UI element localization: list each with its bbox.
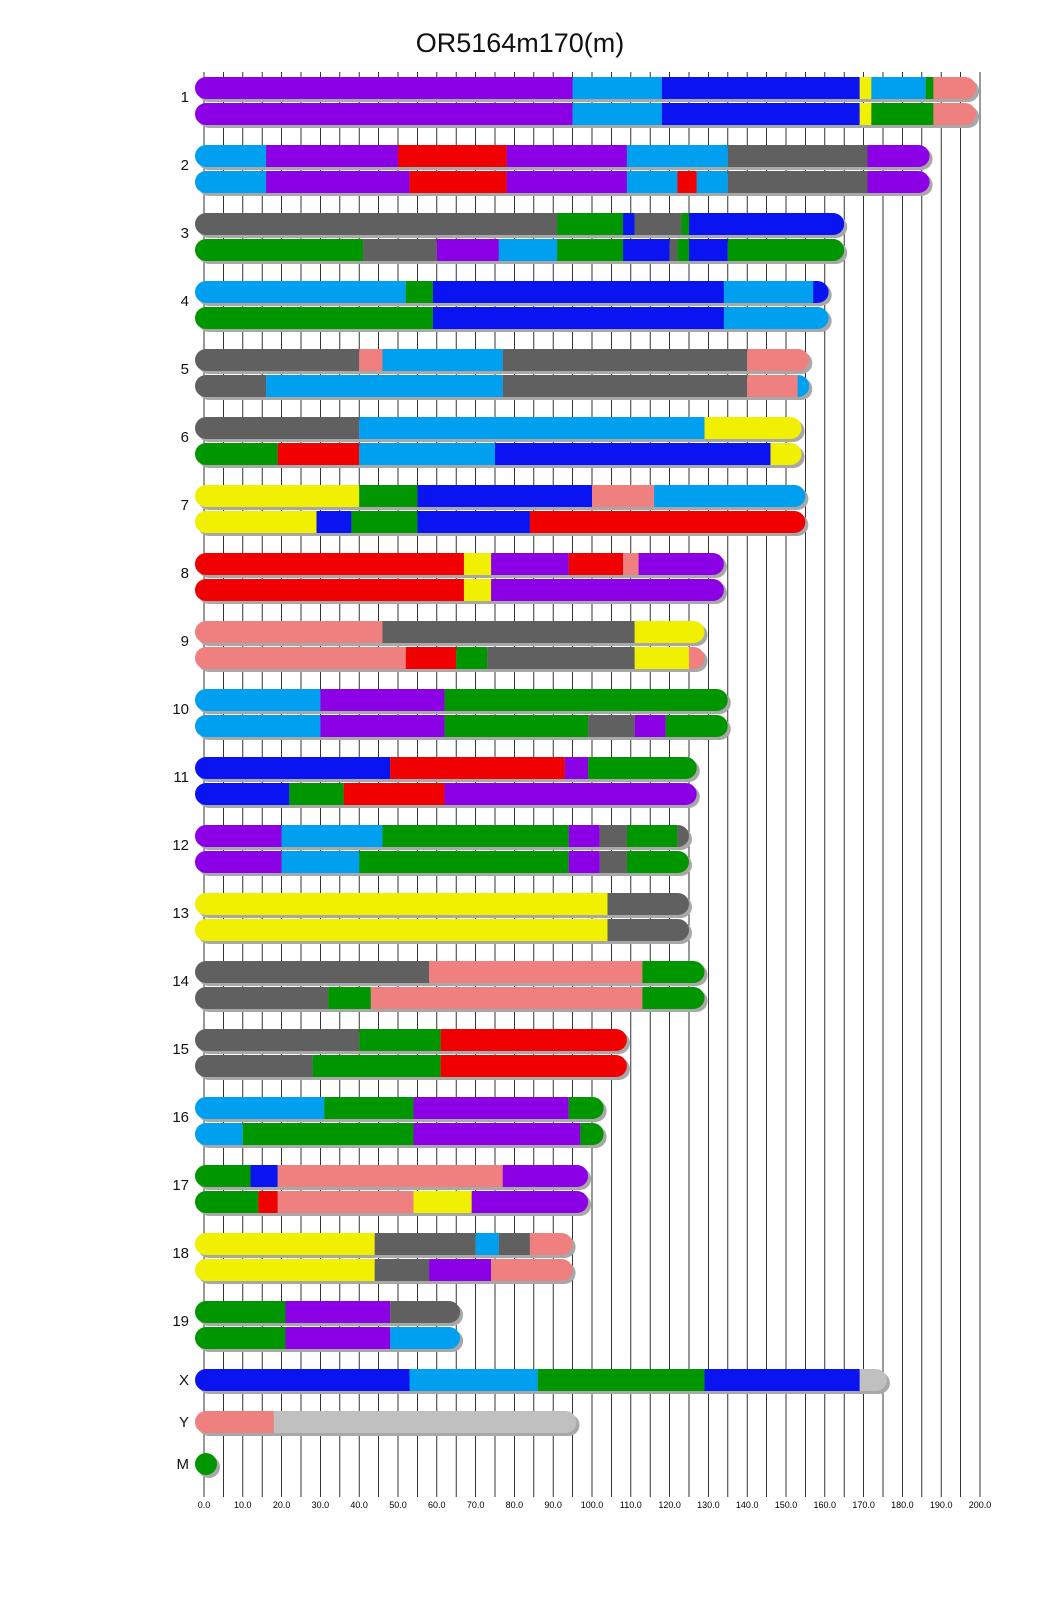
- chromosome-10-haplotype-1: [195, 689, 731, 714]
- x-tick-label: 160.0: [813, 1500, 837, 1510]
- x-tick-label: 180.0: [891, 1500, 914, 1510]
- segment-lightblue: [195, 281, 406, 303]
- segment-pink: [195, 621, 382, 643]
- segment-pink: [278, 1191, 414, 1213]
- segment-gray: [608, 893, 689, 915]
- segment-gray: [382, 621, 634, 643]
- chromosome-label-16: 16: [172, 1109, 189, 1126]
- segment-gray: [195, 349, 359, 371]
- segment-green: [557, 213, 623, 235]
- segment-lightblue: [410, 1369, 538, 1391]
- segment-green: [195, 1165, 251, 1187]
- chromosome-19-haplotype-2: [195, 1327, 463, 1352]
- segment-green: [406, 281, 433, 303]
- segment-yellow: [705, 417, 802, 439]
- chromosome-Y-haplotype-1: [195, 1411, 579, 1436]
- segment-purple: [503, 1165, 588, 1187]
- segment-green: [642, 987, 704, 1009]
- segment-purple: [195, 825, 282, 847]
- segment-purple: [569, 825, 600, 847]
- segment-gray: [195, 417, 359, 439]
- segment-lightblue: [382, 349, 502, 371]
- segment-gray: [195, 1029, 359, 1051]
- x-tick-label: 20.0: [272, 1500, 291, 1510]
- segment-yellow: [635, 621, 705, 643]
- segment-gray: [375, 1259, 429, 1281]
- segment-gray: [728, 145, 868, 167]
- segment-purple: [507, 145, 627, 167]
- segment-lightblue: [573, 77, 662, 99]
- segment-gray: [670, 239, 678, 261]
- chromosome-label-12: 12: [172, 837, 189, 854]
- x-tick-label: 30.0: [311, 1500, 330, 1510]
- segment-lightblue: [359, 443, 495, 465]
- x-tick-label: 130.0: [697, 1500, 720, 1510]
- chromosome-label-7: 7: [180, 497, 189, 514]
- segment-green: [359, 851, 569, 873]
- segment-purple: [429, 1259, 491, 1281]
- segment-gray: [195, 375, 266, 397]
- segment-green: [195, 1301, 285, 1323]
- segment-red: [398, 145, 507, 167]
- segment-gray: [195, 961, 429, 983]
- segment-lightblue: [697, 171, 728, 193]
- chromosome-4-haplotype-1: [195, 281, 832, 306]
- segment-lightblue: [476, 1233, 499, 1255]
- x-tick-label: 0.0: [197, 1500, 211, 1510]
- segment-lightblue: [282, 825, 383, 847]
- chromosome-18-haplotype-2: [195, 1259, 576, 1284]
- segment-green: [195, 443, 278, 465]
- segment-green: [243, 1123, 414, 1145]
- chromosome-M-haplotype-1: [195, 1453, 220, 1478]
- segment-lightblue: [724, 307, 829, 329]
- segment-pink: [429, 961, 642, 983]
- segment-pink: [278, 1165, 503, 1187]
- segment-pink: [747, 349, 809, 371]
- chromosome-label-13: 13: [172, 905, 189, 922]
- chromosome-label-14: 14: [172, 973, 189, 990]
- segment-purple: [266, 171, 410, 193]
- segment-green: [195, 1191, 258, 1213]
- segment-pink: [530, 1233, 573, 1255]
- chromosome-2-haplotype-1: [195, 145, 933, 170]
- chromosome-18-haplotype-1: [195, 1233, 576, 1258]
- segment-blue: [495, 443, 770, 465]
- segment-lightblue: [359, 417, 704, 439]
- chromosome-11-haplotype-1: [195, 757, 700, 782]
- segment-blue: [251, 1165, 278, 1187]
- x-tick-label: 100.0: [580, 1500, 604, 1510]
- x-tick-label: 80.0: [505, 1500, 524, 1510]
- segment-gray: [503, 375, 747, 397]
- segment-lightblue: [195, 145, 266, 167]
- chromosome-4-haplotype-2: [195, 307, 832, 332]
- segment-gray: [195, 213, 557, 235]
- x-tick-label: 140.0: [735, 1500, 759, 1510]
- x-tick-label: 150.0: [774, 1500, 798, 1510]
- segment-green: [588, 757, 697, 779]
- segment-yellow: [195, 893, 608, 915]
- chromosome-1-haplotype-1: [195, 77, 979, 102]
- x-tick-label: 90.0: [544, 1500, 562, 1510]
- segment-purple: [472, 1191, 588, 1213]
- segment-yellow: [195, 1259, 375, 1281]
- chromosome-3-haplotype-1: [195, 213, 847, 238]
- segment-green: [382, 825, 568, 847]
- chromosome-15-haplotype-1: [195, 1029, 630, 1054]
- segment-green: [195, 1453, 217, 1475]
- segment-red: [441, 1055, 627, 1077]
- chromosome-X-haplotype-1: [195, 1369, 890, 1394]
- segment-red: [406, 647, 456, 669]
- chromosome-16-haplotype-1: [195, 1097, 607, 1122]
- segment-red: [344, 783, 445, 805]
- segment-blue: [433, 281, 724, 303]
- segment-lightblue: [390, 1327, 460, 1349]
- chromosome-9-haplotype-2: [195, 647, 708, 672]
- segment-yellow: [195, 485, 359, 507]
- segment-red: [390, 757, 565, 779]
- chromosome-label-2: 2: [180, 157, 189, 174]
- segment-green: [627, 825, 677, 847]
- x-tick-label: 110.0: [619, 1500, 642, 1510]
- segment-purple: [867, 171, 929, 193]
- chromosome-label-X: X: [178, 1372, 189, 1389]
- segment-gray: [503, 349, 747, 371]
- segment-purple: [445, 783, 697, 805]
- chromosome-12-haplotype-2: [195, 851, 692, 876]
- segment-red: [410, 171, 507, 193]
- segment-green: [642, 961, 704, 983]
- segment-lightblue: [195, 715, 320, 737]
- chromosome-6-haplotype-1: [195, 417, 805, 442]
- chromosome-bars: [195, 77, 979, 1478]
- segment-green: [324, 1097, 413, 1119]
- chromosome-10-haplotype-2: [195, 715, 731, 740]
- chromosome-12-haplotype-1: [195, 825, 692, 850]
- chromosome-15-haplotype-2: [195, 1055, 630, 1080]
- segment-lightblue: [499, 239, 557, 261]
- segment-pink: [491, 1259, 572, 1281]
- segment-blue: [662, 103, 860, 125]
- chromosome-5-haplotype-2: [195, 375, 812, 400]
- segment-lightblue: [573, 103, 662, 125]
- segment-green: [195, 307, 433, 329]
- segment-purple: [639, 553, 724, 575]
- x-tick-label: 60.0: [428, 1500, 446, 1510]
- segment-gray: [600, 851, 627, 873]
- segment-yellow: [195, 919, 608, 941]
- segment-yellow: [414, 1191, 472, 1213]
- segment-green: [445, 715, 589, 737]
- chromosome-7-haplotype-1: [195, 485, 808, 510]
- segment-pink: [195, 647, 406, 669]
- segment-blue: [317, 511, 352, 533]
- segment-purple: [491, 579, 724, 601]
- chromosome-14-haplotype-2: [195, 987, 708, 1012]
- segment-green: [328, 987, 371, 1009]
- chromosome-label-M: M: [176, 1456, 189, 1473]
- segment-lightblue: [724, 281, 813, 303]
- chromosome-label-18: 18: [172, 1245, 189, 1262]
- segment-green: [456, 647, 487, 669]
- chromosome-7-haplotype-2: [195, 511, 808, 536]
- segment-pink: [747, 375, 797, 397]
- segment-purple: [867, 145, 929, 167]
- segment-green: [666, 715, 728, 737]
- x-tick-label: 70.0: [466, 1500, 485, 1510]
- segment-green: [557, 239, 623, 261]
- segment-purple: [195, 851, 282, 873]
- segment-purple: [320, 715, 444, 737]
- chromosome-labels: [172, 89, 189, 1473]
- segment-green: [677, 239, 689, 261]
- segment-red: [677, 171, 696, 193]
- chromosome-label-9: 9: [180, 633, 189, 650]
- segment-pink: [195, 1411, 274, 1433]
- segment-blue: [417, 511, 530, 533]
- segment-gray: [728, 171, 868, 193]
- x-tick-label: 10.0: [234, 1500, 252, 1510]
- segment-red: [441, 1029, 627, 1051]
- segment-yellow: [860, 77, 872, 99]
- segment-blue: [689, 213, 844, 235]
- segment-purple: [635, 715, 666, 737]
- segment-purple: [491, 553, 569, 575]
- segment-lightblue: [627, 171, 677, 193]
- segment-yellow: [770, 443, 801, 465]
- segment-yellow: [464, 579, 491, 601]
- segment-green: [627, 851, 689, 873]
- segment-red: [195, 553, 464, 575]
- segment-silver: [860, 1369, 887, 1391]
- segment-gray: [608, 919, 689, 941]
- segment-lightblue: [282, 851, 360, 873]
- chromosome-label-4: 4: [180, 293, 189, 310]
- segment-yellow: [195, 511, 317, 533]
- chromosome-label-6: 6: [180, 429, 189, 446]
- segment-purple: [266, 145, 398, 167]
- chromosome-3-haplotype-2: [195, 239, 847, 264]
- chromosome-label-17: 17: [172, 1177, 189, 1194]
- segment-pink: [933, 103, 976, 125]
- segment-yellow: [195, 1233, 375, 1255]
- segment-pink: [371, 987, 643, 1009]
- segment-pink: [933, 77, 976, 99]
- segment-green: [195, 239, 363, 261]
- segment-blue: [662, 77, 860, 99]
- segment-green: [926, 77, 934, 99]
- chromosome-label-11: 11: [173, 769, 189, 786]
- chromosome-label-5: 5: [180, 361, 189, 378]
- segment-purple: [507, 171, 627, 193]
- segment-blue: [195, 1369, 410, 1391]
- segment-green: [195, 1327, 285, 1349]
- segment-green: [569, 1097, 604, 1119]
- chromosome-label-Y: Y: [178, 1414, 189, 1431]
- chromosome-14-haplotype-1: [195, 961, 708, 986]
- segment-blue: [195, 783, 289, 805]
- chromosome-8-haplotype-2: [195, 579, 727, 604]
- segment-red: [569, 553, 623, 575]
- segment-gray: [499, 1233, 530, 1255]
- segment-gray: [363, 239, 437, 261]
- segment-red: [195, 579, 464, 601]
- segment-gray: [635, 213, 682, 235]
- chromosome-9-haplotype-1: [195, 621, 708, 646]
- segment-yellow: [860, 103, 872, 125]
- segment-pink: [359, 349, 382, 371]
- segment-green: [580, 1123, 603, 1145]
- segment-green: [871, 103, 933, 125]
- chromosome-11-haplotype-2: [195, 783, 700, 808]
- segment-lightblue: [195, 689, 320, 711]
- chromosome-label-15: 15: [172, 1041, 189, 1058]
- segment-gray: [487, 647, 634, 669]
- segment-green: [681, 213, 689, 235]
- segment-purple: [285, 1301, 390, 1323]
- segment-lightblue: [195, 1123, 243, 1145]
- segment-pink: [592, 485, 654, 507]
- segment-purple: [414, 1123, 581, 1145]
- x-tick-label: 170.0: [852, 1500, 875, 1510]
- segment-gray: [588, 715, 635, 737]
- segment-silver: [274, 1411, 577, 1433]
- chromosome-17-haplotype-1: [195, 1165, 591, 1190]
- segment-purple: [195, 77, 573, 99]
- chromosome-16-haplotype-2: [195, 1123, 607, 1148]
- segment-blue: [705, 1369, 860, 1391]
- segment-blue: [195, 757, 390, 779]
- x-tick-label: 40.0: [350, 1500, 368, 1510]
- segment-purple: [437, 239, 499, 261]
- chromosome-2-haplotype-2: [195, 171, 933, 196]
- chromosome-17-haplotype-2: [195, 1191, 591, 1216]
- chromosome-5-haplotype-1: [195, 349, 812, 374]
- segment-red: [278, 443, 359, 465]
- segment-gray: [195, 1055, 313, 1077]
- x-tick-label: 190.0: [929, 1500, 953, 1510]
- segment-lightblue: [871, 77, 925, 99]
- segment-purple: [320, 689, 444, 711]
- segment-gray: [195, 987, 328, 1009]
- x-tick-label: 200.0: [968, 1500, 992, 1510]
- segment-blue: [417, 485, 592, 507]
- segment-gray: [600, 825, 627, 847]
- segment-lightblue: [266, 375, 503, 397]
- segment-yellow: [635, 647, 689, 669]
- segment-purple: [285, 1327, 390, 1349]
- segment-purple: [565, 757, 588, 779]
- chromosome-19-haplotype-1: [195, 1301, 463, 1326]
- chromosome-label-1: 1: [180, 89, 189, 106]
- segment-blue: [623, 213, 635, 235]
- segment-red: [530, 511, 805, 533]
- x-axis-ticks: [198, 1500, 992, 1510]
- segment-lightblue: [195, 1097, 324, 1119]
- segment-yellow: [464, 553, 491, 575]
- segment-green: [351, 511, 417, 533]
- segment-blue: [433, 307, 724, 329]
- segment-blue: [623, 239, 670, 261]
- segment-green: [359, 485, 417, 507]
- chromosome-8-haplotype-1: [195, 553, 727, 578]
- chromosome-label-19: 19: [172, 1313, 189, 1330]
- segment-green: [359, 1029, 440, 1051]
- segment-green: [538, 1369, 705, 1391]
- segment-green: [445, 689, 728, 711]
- chromosome-13-haplotype-1: [195, 893, 692, 918]
- segment-green: [728, 239, 844, 261]
- x-tick-label: 120.0: [658, 1500, 681, 1510]
- chromosome-13-haplotype-2: [195, 919, 692, 944]
- segment-gray: [390, 1301, 460, 1323]
- segment-purple: [569, 851, 600, 873]
- segment-blue: [689, 239, 728, 261]
- chromosome-1-haplotype-2: [195, 103, 979, 128]
- segment-lightblue: [627, 145, 728, 167]
- segment-green: [313, 1055, 441, 1077]
- segment-pink: [623, 553, 639, 575]
- segment-lightblue: [195, 171, 266, 193]
- segment-purple: [414, 1097, 569, 1119]
- chromosome-label-10: 10: [172, 701, 189, 718]
- segment-red: [258, 1191, 277, 1213]
- chromosome-6-haplotype-2: [195, 443, 805, 468]
- chart-title: OR5164m170(m): [415, 28, 625, 58]
- segment-green: [289, 783, 343, 805]
- chromosome-label-8: 8: [180, 565, 189, 582]
- segment-lightblue: [654, 485, 805, 507]
- chromosome-label-3: 3: [180, 225, 189, 242]
- x-tick-label: 50.0: [389, 1500, 407, 1510]
- segment-purple: [195, 103, 573, 125]
- segment-gray: [375, 1233, 476, 1255]
